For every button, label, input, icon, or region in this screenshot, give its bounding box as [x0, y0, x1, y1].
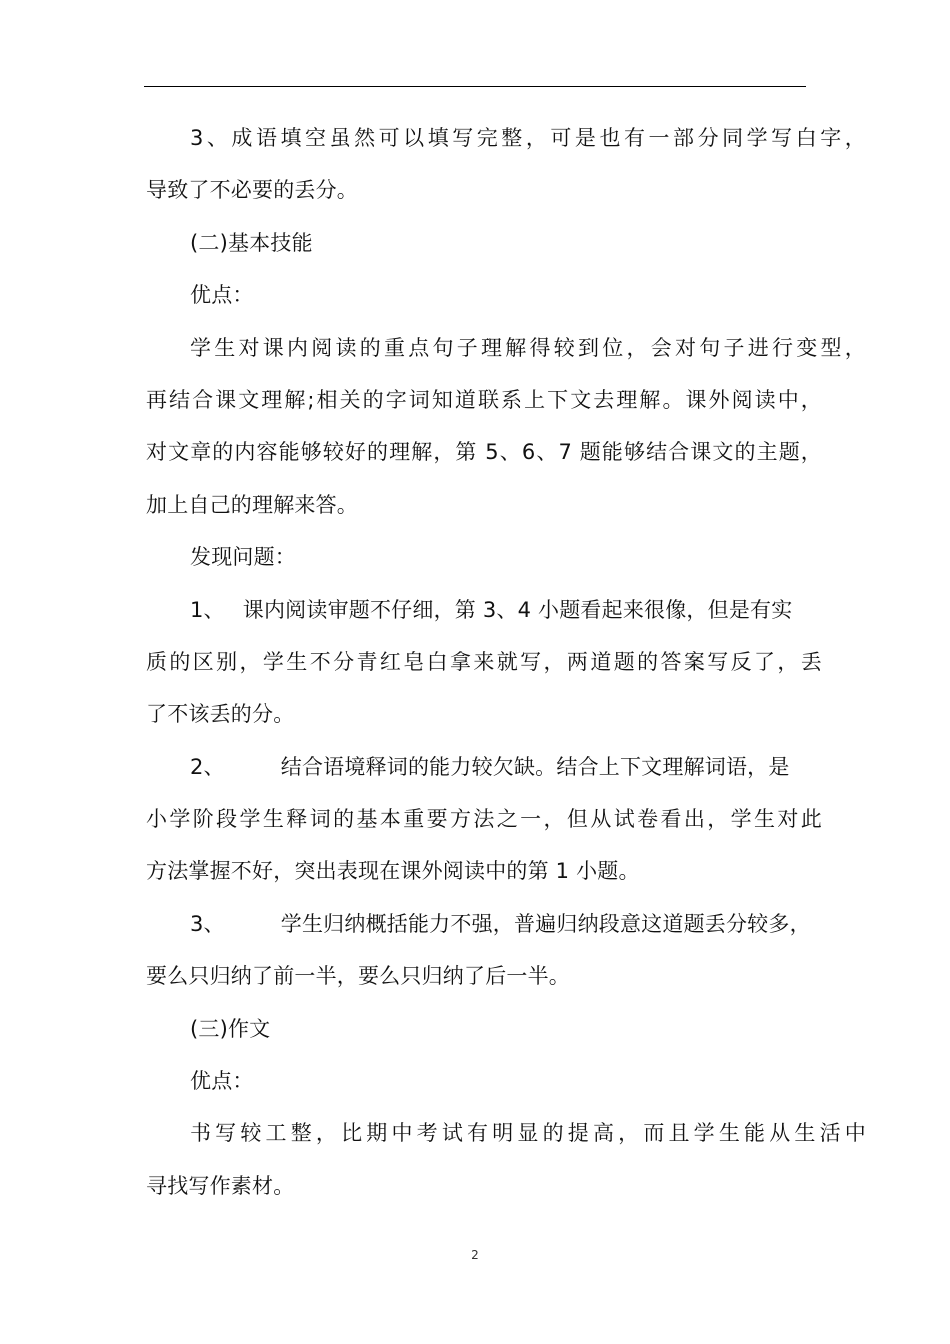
- list-marker: 3、: [190, 911, 225, 936]
- list-item: [146, 741, 822, 793]
- subheading: 优点：: [190, 283, 254, 308]
- document-body: [146, 112, 866, 1212]
- page-number: 2: [471, 1248, 479, 1262]
- paragraph-line: 了不该丢的分。: [146, 702, 295, 727]
- paragraph-line: 学生对课内阅读的重点句子理解得较到位，会对句子进行变型，: [190, 335, 866, 360]
- paragraph-line: 要么只归纳了前一半，要么只归纳了后一半。: [146, 964, 570, 989]
- paragraph-line: 3、成语填空虽然可以填写完整，可是也有一部分同学写白字，: [190, 126, 866, 150]
- section-heading: (三)作文: [190, 1016, 271, 1041]
- list-item-text: 课内阅读审题不仔细，第 3、4 小题看起来很像，但是有实: [242, 597, 793, 622]
- list-item: [146, 898, 822, 950]
- list-marker: 2、: [190, 754, 225, 779]
- paragraph-line: 小学阶段学生释词的基本重要方法之一，但从试卷看出，学生对此: [146, 807, 822, 832]
- subheading: 发现问题：: [190, 545, 296, 570]
- section-heading: (二)基本技能: [190, 230, 313, 255]
- list-item-text: 学生归纳概括能力不强，普遍归纳段意这道题丢分较多，: [280, 911, 811, 936]
- list-item: [146, 584, 822, 636]
- paragraph-line: 寻找写作素材。: [146, 1173, 295, 1198]
- paragraph-line: 对文章的内容能够较好的理解，第 5、6、7 题能够结合课文的主题，: [146, 440, 822, 465]
- paragraph-line: 再结合课文理解;相关的字词知道联系上下文去理解。课外阅读中，: [146, 387, 822, 412]
- list-marker: 1、: [190, 597, 225, 622]
- header-rule: [144, 86, 806, 87]
- paragraph-line: 书写较工整，比期中考试有明显的提高，而且学生能从生活中: [190, 1121, 866, 1146]
- paragraph-line: 导致了不必要的丢分。: [146, 178, 358, 203]
- paragraph-line: 加上自己的理解来答。: [146, 492, 358, 517]
- paragraph-line: 方法掌握不好，突出表现在课外阅读中的第 1 小题。: [146, 859, 640, 884]
- list-item-text: 结合语境释词的能力较欠缺。结合上下文理解词语，是: [280, 754, 790, 779]
- paragraph-line: 质的区别，学生不分青红皂白拿来就写，两道题的答案写反了，丢: [146, 649, 822, 674]
- subheading: 优点：: [190, 1069, 254, 1094]
